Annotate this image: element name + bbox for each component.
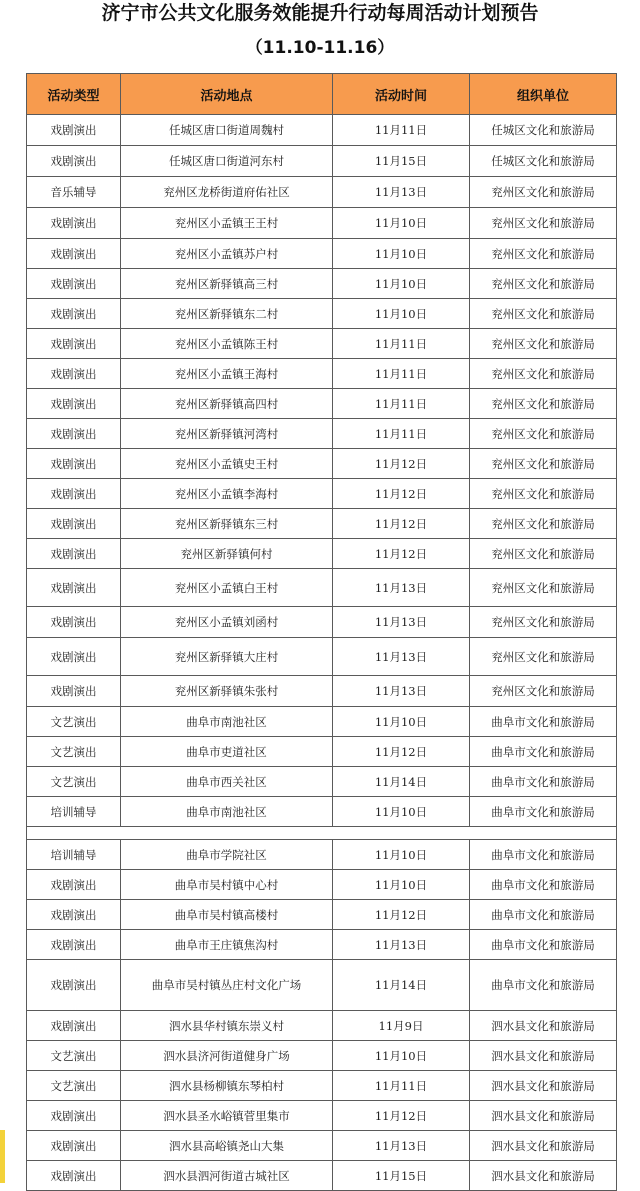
table-row xyxy=(27,299,617,329)
table-row xyxy=(27,737,617,767)
table-row xyxy=(27,707,617,737)
cell-activity-location: 兖州区新驿镇大庄村 xyxy=(121,638,333,676)
table-row xyxy=(27,797,617,827)
table-row xyxy=(27,389,617,419)
cell-activity-type: 戏剧演出 xyxy=(27,900,121,930)
cell-activity-time: 11月14日 xyxy=(333,960,470,1011)
cell-activity-type: 戏剧演出 xyxy=(27,569,121,607)
cell-activity-time: 11月11日 xyxy=(333,359,470,389)
cell-activity-time: 11月10日 xyxy=(333,840,470,870)
cell-activity-location: 兖州区小孟镇苏户村 xyxy=(121,239,333,269)
cell-organizer: 兖州区文化和旅游局 xyxy=(470,638,617,676)
cell-activity-type: 戏剧演出 xyxy=(27,239,121,269)
header-activity-type: 活动类型 xyxy=(27,74,121,115)
cell-activity-location: 兖州区小孟镇刘函村 xyxy=(121,607,333,638)
cell-organizer: 兖州区文化和旅游局 xyxy=(470,419,617,449)
cell-organizer: 兖州区文化和旅游局 xyxy=(470,449,617,479)
cell-organizer: 兖州区文化和旅游局 xyxy=(470,607,617,638)
table-row xyxy=(27,1011,617,1041)
cell-activity-type: 戏剧演出 xyxy=(27,299,121,329)
cell-activity-time: 11月12日 xyxy=(333,509,470,539)
cell-activity-type: 戏剧演出 xyxy=(27,1161,121,1191)
cell-organizer: 曲阜市文化和旅游局 xyxy=(470,870,617,900)
cell-activity-time: 11月11日 xyxy=(333,419,470,449)
table-row xyxy=(27,359,617,389)
cell-activity-time: 11月12日 xyxy=(333,449,470,479)
table-row xyxy=(27,1071,617,1101)
cell-organizer: 泗水县文化和旅游局 xyxy=(470,1041,617,1071)
cell-activity-location: 兖州区小孟镇王海村 xyxy=(121,359,333,389)
cell-activity-location: 兖州区小孟镇陈王村 xyxy=(121,329,333,359)
cell-activity-time: 11月13日 xyxy=(333,1131,470,1161)
table-row xyxy=(27,177,617,208)
cell-activity-time: 11月13日 xyxy=(333,607,470,638)
cell-activity-time: 11月12日 xyxy=(333,539,470,569)
cell-organizer: 兖州区文化和旅游局 xyxy=(470,509,617,539)
cell-organizer: 兖州区文化和旅游局 xyxy=(470,539,617,569)
cell-activity-type: 戏剧演出 xyxy=(27,1011,121,1041)
table-row xyxy=(27,638,617,676)
cell-activity-type: 戏剧演出 xyxy=(27,208,121,239)
table-row xyxy=(27,900,617,930)
cell-activity-type: 戏剧演出 xyxy=(27,479,121,509)
cell-activity-type: 戏剧演出 xyxy=(27,419,121,449)
table-row xyxy=(27,509,617,539)
cell-activity-time: 11月12日 xyxy=(333,1101,470,1131)
cell-activity-type: 戏剧演出 xyxy=(27,870,121,900)
cell-activity-location: 泗水县华村镇东崇义村 xyxy=(121,1011,333,1041)
cell-activity-time: 11月14日 xyxy=(333,767,470,797)
cell-activity-location: 兖州区小孟镇王王村 xyxy=(121,208,333,239)
cell-activity-location: 兖州区小孟镇白王村 xyxy=(121,569,333,607)
cell-organizer: 曲阜市文化和旅游局 xyxy=(470,930,617,960)
cell-organizer: 曲阜市文化和旅游局 xyxy=(470,797,617,827)
cell-activity-time: 11月10日 xyxy=(333,208,470,239)
cell-organizer: 曲阜市文化和旅游局 xyxy=(470,960,617,1011)
cell-activity-type: 文艺演出 xyxy=(27,1071,121,1101)
cell-organizer: 泗水县文化和旅游局 xyxy=(470,1131,617,1161)
cell-activity-type: 戏剧演出 xyxy=(27,930,121,960)
cell-activity-type: 文艺演出 xyxy=(27,767,121,797)
cell-activity-type: 戏剧演出 xyxy=(27,960,121,1011)
cell-activity-location: 兖州区新驿镇高四村 xyxy=(121,389,333,419)
table-row xyxy=(27,1101,617,1131)
cell-activity-location: 泗水县高峪镇尧山大集 xyxy=(121,1131,333,1161)
cell-activity-type: 戏剧演出 xyxy=(27,1101,121,1131)
table-row xyxy=(27,239,617,269)
cell-organizer: 兖州区文化和旅游局 xyxy=(470,569,617,607)
table-row xyxy=(27,146,617,177)
cell-activity-time: 11月11日 xyxy=(333,1071,470,1101)
cell-activity-location: 任城区唐口街道周魏村 xyxy=(121,115,333,146)
cell-activity-type: 文艺演出 xyxy=(27,707,121,737)
cell-activity-type: 戏剧演出 xyxy=(27,115,121,146)
cell-activity-location: 曲阜市吴村镇丛庄村文化广场 xyxy=(121,960,333,1011)
table-row xyxy=(27,449,617,479)
cell-organizer: 曲阜市文化和旅游局 xyxy=(470,707,617,737)
side-marker xyxy=(0,1130,5,1183)
cell-activity-location: 兖州区新驿镇河湾村 xyxy=(121,419,333,449)
cell-activity-type: 戏剧演出 xyxy=(27,1131,121,1161)
cell-organizer: 兖州区文化和旅游局 xyxy=(470,359,617,389)
cell-activity-type: 戏剧演出 xyxy=(27,509,121,539)
cell-activity-time: 11月13日 xyxy=(333,569,470,607)
cell-activity-time: 11月11日 xyxy=(333,389,470,419)
cell-activity-location: 泗水县圣水峪镇菅里集市 xyxy=(121,1101,333,1131)
cell-organizer: 泗水县文化和旅游局 xyxy=(470,1101,617,1131)
cell-activity-time: 11月10日 xyxy=(333,299,470,329)
cell-activity-time: 11月10日 xyxy=(333,269,470,299)
cell-activity-location: 曲阜市西关社区 xyxy=(121,767,333,797)
cell-activity-time: 11月13日 xyxy=(333,676,470,707)
cell-organizer: 曲阜市文化和旅游局 xyxy=(470,767,617,797)
cell-activity-location: 泗水县泗河街道古城社区 xyxy=(121,1161,333,1191)
cell-organizer: 兖州区文化和旅游局 xyxy=(470,676,617,707)
activity-schedule-table xyxy=(26,73,617,1191)
table-row xyxy=(27,607,617,638)
table-row xyxy=(27,479,617,509)
cell-organizer: 曲阜市文化和旅游局 xyxy=(470,737,617,767)
header-activity-location: 活动地点 xyxy=(121,74,333,115)
cell-activity-location: 曲阜市吴村镇高楼村 xyxy=(121,900,333,930)
cell-activity-location: 兖州区龙桥街道府佑社区 xyxy=(121,177,333,208)
cell-activity-time: 11月10日 xyxy=(333,870,470,900)
table-row xyxy=(27,539,617,569)
page-break-row xyxy=(27,827,617,840)
cell-activity-type: 音乐辅导 xyxy=(27,177,121,208)
table-row xyxy=(27,767,617,797)
cell-activity-location: 任城区唐口街道河东村 xyxy=(121,146,333,177)
cell-organizer: 兖州区文化和旅游局 xyxy=(470,208,617,239)
cell-activity-location: 兖州区小孟镇史王村 xyxy=(121,449,333,479)
cell-activity-time: 11月15日 xyxy=(333,146,470,177)
cell-activity-location: 曲阜市王庄镇焦沟村 xyxy=(121,930,333,960)
cell-activity-type: 戏剧演出 xyxy=(27,638,121,676)
page-break-gap xyxy=(27,827,617,840)
table-row xyxy=(27,1161,617,1191)
cell-activity-type: 戏剧演出 xyxy=(27,329,121,359)
cell-organizer: 兖州区文化和旅游局 xyxy=(470,239,617,269)
cell-activity-location: 兖州区新驿镇何村 xyxy=(121,539,333,569)
cell-activity-location: 兖州区新驿镇东三村 xyxy=(121,509,333,539)
table-row xyxy=(27,840,617,870)
cell-activity-time: 11月11日 xyxy=(333,115,470,146)
table-row xyxy=(27,419,617,449)
cell-organizer: 泗水县文化和旅游局 xyxy=(470,1161,617,1191)
cell-activity-location: 泗水县杨柳镇东琴柏村 xyxy=(121,1071,333,1101)
cell-activity-type: 戏剧演出 xyxy=(27,676,121,707)
cell-organizer: 泗水县文化和旅游局 xyxy=(470,1011,617,1041)
cell-activity-location: 曲阜市学院社区 xyxy=(121,840,333,870)
cell-activity-location: 曲阜市南池社区 xyxy=(121,797,333,827)
cell-activity-time: 11月10日 xyxy=(333,707,470,737)
cell-organizer: 曲阜市文化和旅游局 xyxy=(470,840,617,870)
cell-activity-location: 曲阜市吴村镇中心村 xyxy=(121,870,333,900)
cell-activity-time: 11月12日 xyxy=(333,737,470,767)
table-row xyxy=(27,329,617,359)
cell-activity-location: 兖州区新驿镇高三村 xyxy=(121,269,333,299)
cell-activity-time: 11月10日 xyxy=(333,1041,470,1071)
cell-organizer: 任城区文化和旅游局 xyxy=(470,115,617,146)
cell-activity-time: 11月12日 xyxy=(333,900,470,930)
cell-activity-location: 曲阜市南池社区 xyxy=(121,707,333,737)
cell-activity-time: 11月9日 xyxy=(333,1011,470,1041)
cell-activity-type: 培训辅导 xyxy=(27,840,121,870)
cell-activity-location: 泗水县济河街道健身广场 xyxy=(121,1041,333,1071)
cell-organizer: 曲阜市文化和旅游局 xyxy=(470,900,617,930)
cell-activity-location: 兖州区小孟镇李海村 xyxy=(121,479,333,509)
table-row xyxy=(27,269,617,299)
cell-organizer: 兖州区文化和旅游局 xyxy=(470,299,617,329)
cell-activity-time: 11月10日 xyxy=(333,239,470,269)
table-row xyxy=(27,676,617,707)
cell-activity-type: 培训辅导 xyxy=(27,797,121,827)
cell-organizer: 兖州区文化和旅游局 xyxy=(470,389,617,419)
table-row xyxy=(27,930,617,960)
table-row xyxy=(27,1041,617,1071)
cell-activity-location: 兖州区新驿镇东二村 xyxy=(121,299,333,329)
cell-activity-type: 戏剧演出 xyxy=(27,449,121,479)
cell-organizer: 兖州区文化和旅游局 xyxy=(470,479,617,509)
cell-activity-time: 11月15日 xyxy=(333,1161,470,1191)
cell-organizer: 兖州区文化和旅游局 xyxy=(470,269,617,299)
cell-organizer: 兖州区文化和旅游局 xyxy=(470,329,617,359)
cell-activity-time: 11月13日 xyxy=(333,177,470,208)
cell-organizer: 兖州区文化和旅游局 xyxy=(470,177,617,208)
cell-activity-type: 戏剧演出 xyxy=(27,359,121,389)
cell-activity-type: 戏剧演出 xyxy=(27,269,121,299)
cell-activity-time: 11月10日 xyxy=(333,797,470,827)
header-activity-time: 活动时间 xyxy=(333,74,470,115)
cell-activity-type: 戏剧演出 xyxy=(27,146,121,177)
cell-activity-type: 戏剧演出 xyxy=(27,539,121,569)
table-row xyxy=(27,1131,617,1161)
cell-organizer: 泗水县文化和旅游局 xyxy=(470,1071,617,1101)
cell-activity-location: 兖州区新驿镇朱张村 xyxy=(121,676,333,707)
cell-activity-time: 11月13日 xyxy=(333,638,470,676)
cell-activity-time: 11月12日 xyxy=(333,479,470,509)
page-subtitle: （11.10-11.16） xyxy=(245,38,395,58)
table-header-row xyxy=(27,74,617,115)
cell-activity-type: 戏剧演出 xyxy=(27,389,121,419)
cell-activity-type: 文艺演出 xyxy=(27,1041,121,1071)
cell-activity-type: 文艺演出 xyxy=(27,737,121,767)
cell-activity-location: 曲阜市吏道社区 xyxy=(121,737,333,767)
table-row xyxy=(27,208,617,239)
table-row xyxy=(27,960,617,1011)
cell-activity-type: 戏剧演出 xyxy=(27,607,121,638)
cell-activity-time: 11月13日 xyxy=(333,930,470,960)
table-row xyxy=(27,870,617,900)
cell-activity-time: 11月11日 xyxy=(333,329,470,359)
page-title: 济宁市公共文化服务效能提升行动每周活动计划预告 xyxy=(101,2,539,24)
header-organizer: 组织单位 xyxy=(470,74,617,115)
table-row xyxy=(27,569,617,607)
cell-organizer: 任城区文化和旅游局 xyxy=(470,146,617,177)
table-row xyxy=(27,115,617,146)
